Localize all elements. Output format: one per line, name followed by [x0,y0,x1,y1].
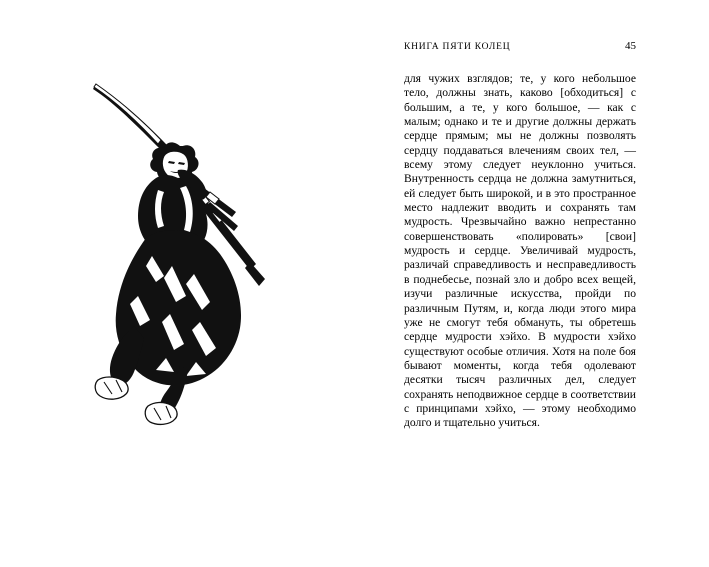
shaft-butt [245,262,265,286]
leg-front [110,326,144,385]
body-paragraph: для чужих взглядов; те, у кого небольшое тело, должны знать, каково [обходиться] с большим, а те, у кого большое, — как с малым; однако и те и другие должны держать сердце прямым; мы не должны позволять сердцу поддаваться влечениям своих тел, — всему этому следует неуклонно учиться. Внутренность сердца не должна замутниться, ей следует быть широкой, и в это пространное место надлежит вводить и сохранять там мудрость. Чрезвычайно важно непрестанно совершенствовать «полировать» [свои] мудрость и сердце. Увеличивай мудрость, различай справедливость и несправедливость в поднебесье, познай зло и добро всех вещей, изучи различные искусства, пройди по различным Путям, и, когда люди этого мира уже не смогут тебя обмануть, ты обретешь сердце мудрости хэйхо. В мудрости хэйхо существуют особые отличия. Хотя на поле боя бывают моменты, когда тебя одолевают десятки тысяч различных дел, следует сохранять неподвижное сердце в соответствии с принципами хэйхо, — этому необходимо долго и тщательно учиться. [404,72,636,430]
body-text [404,72,636,431]
samurai-illustration [60,70,290,430]
text-column [404,40,636,431]
foot-rear-sandal [145,402,177,424]
running-head-title: КНИГА ПЯТИ КОЛЕЦ [404,42,511,52]
foot-front-sandal [95,377,128,399]
illustration-ink [93,84,265,424]
page-number: 45 [625,40,636,52]
running-head [404,40,636,52]
